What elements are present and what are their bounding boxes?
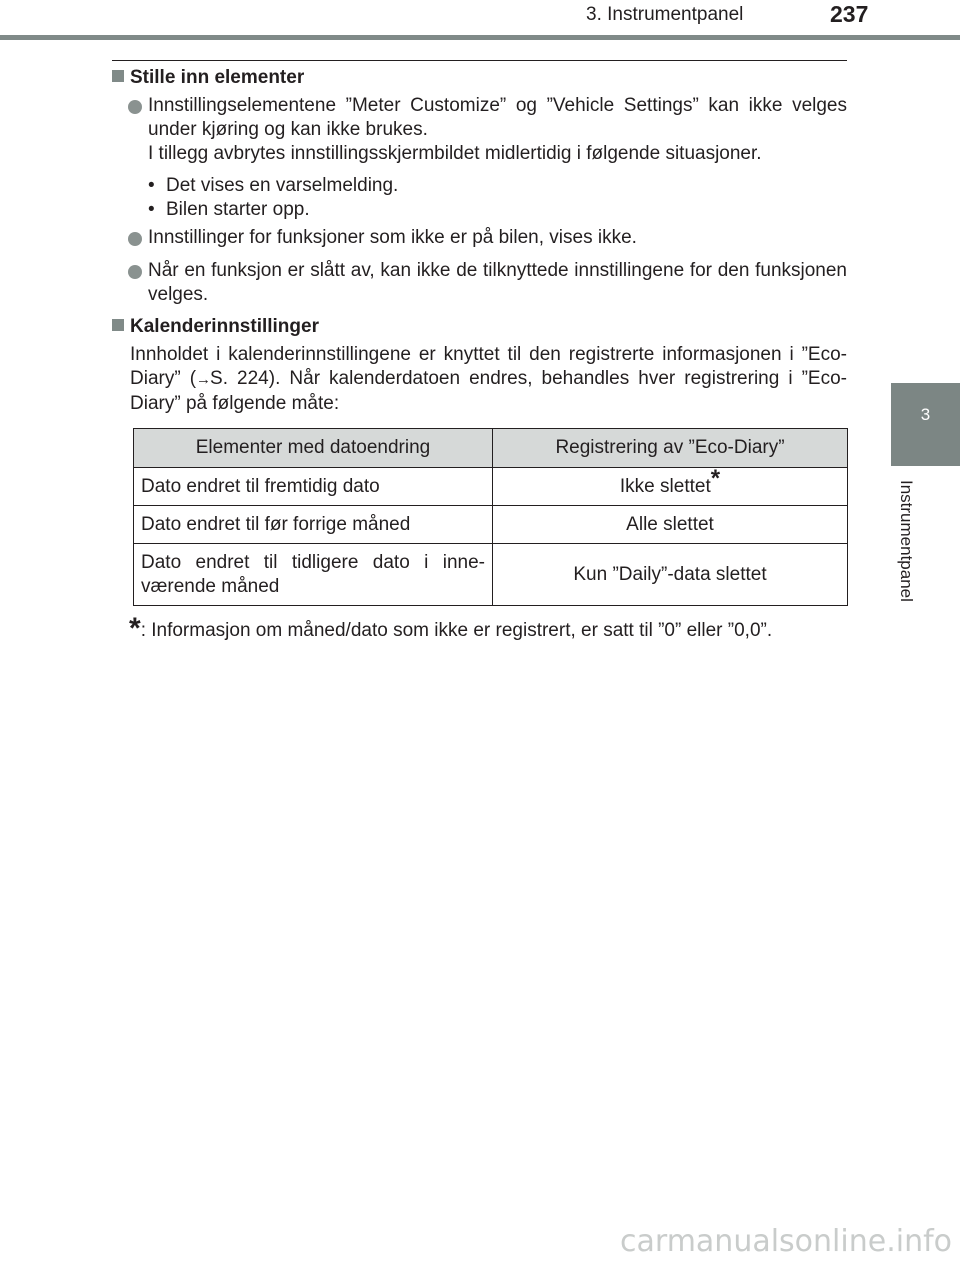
bullet-item: Innstillingselementene ”Meter Customize” og ”Vehicle Settings” kan ikke velges under kjøring og kan ikke brukes. I tillegg avbrytes innstillingsskjermbildet midlertidig i følgende situasjoner. (112, 94, 847, 166)
square-bullet-icon (112, 70, 124, 82)
bullet-item: Innstillinger for funksjoner som ikke er på bilen, vises ikke. (112, 226, 847, 250)
circle-bullet-icon (128, 232, 142, 246)
section-heading-calendar: Kalenderinnstillinger (112, 315, 847, 339)
table-row (134, 468, 848, 506)
table-cell: Kun ”Daily”-data slettet (493, 544, 848, 606)
table-cell: Alle slettet (493, 506, 848, 544)
footnote: *: Informasjon om måned/dato som ikke er registrert, er satt til ”0” eller ”0,0”. (129, 612, 773, 645)
circle-bullet-icon (128, 100, 142, 114)
header-rule (0, 35, 960, 40)
section-heading-settings: Stille inn elementer (112, 66, 847, 90)
table-row (134, 544, 848, 606)
footnote-marker: * (710, 464, 721, 492)
chapter-tab (891, 383, 960, 466)
eco-diary-table (133, 428, 848, 606)
footnote-marker: * (129, 612, 141, 645)
square-bullet-icon (112, 319, 124, 331)
table-cell: Ikke slettet* (493, 468, 848, 506)
table-cell: Dato endret til tidligere dato i inne- værende måned (134, 544, 493, 606)
page-content (112, 66, 847, 416)
chapter-title: 3. Instrumentpanel (586, 4, 744, 25)
circle-bullet-icon (128, 265, 142, 279)
table-row (134, 506, 848, 544)
page-number: 237 (830, 1, 869, 27)
calendar-paragraph: Innholdet i kalenderinnstillingene er knyttet til den registrerte informasjonen i ”Eco-Diary” (→S. 224). Når kalenderdatoen endres, behandles hver registrering i ”Eco-Diary” på følgende måte: (130, 344, 847, 414)
column-header: Elementer med datoendring (134, 429, 493, 468)
watermark: carmanualsonline.info (620, 1224, 952, 1259)
table-cell: Dato endret til fremtidig dato (134, 468, 493, 506)
sub-list-item: • Det vises en varselmelding. (148, 175, 399, 196)
page-reference-link[interactable]: S. 224 (210, 368, 269, 389)
chapter-tab-label: Instrumentpanel (897, 480, 916, 602)
chapter-tab-number: 3 (920, 405, 931, 424)
table-cell: Dato endret til før forrige måned (134, 506, 493, 544)
arrow-right-icon: → (196, 371, 211, 388)
sub-list (112, 174, 847, 222)
column-header: Registrering av ”Eco-Diary” (493, 429, 848, 468)
sub-list-item: • Bilen starter opp. (148, 199, 310, 220)
bullet-item: Når en funksjon er slått av, kan ikke de tilknyttede innstillingene for den funksjonen velges. (112, 259, 847, 307)
table-header-row (134, 429, 848, 468)
content-top-rule (112, 60, 847, 61)
